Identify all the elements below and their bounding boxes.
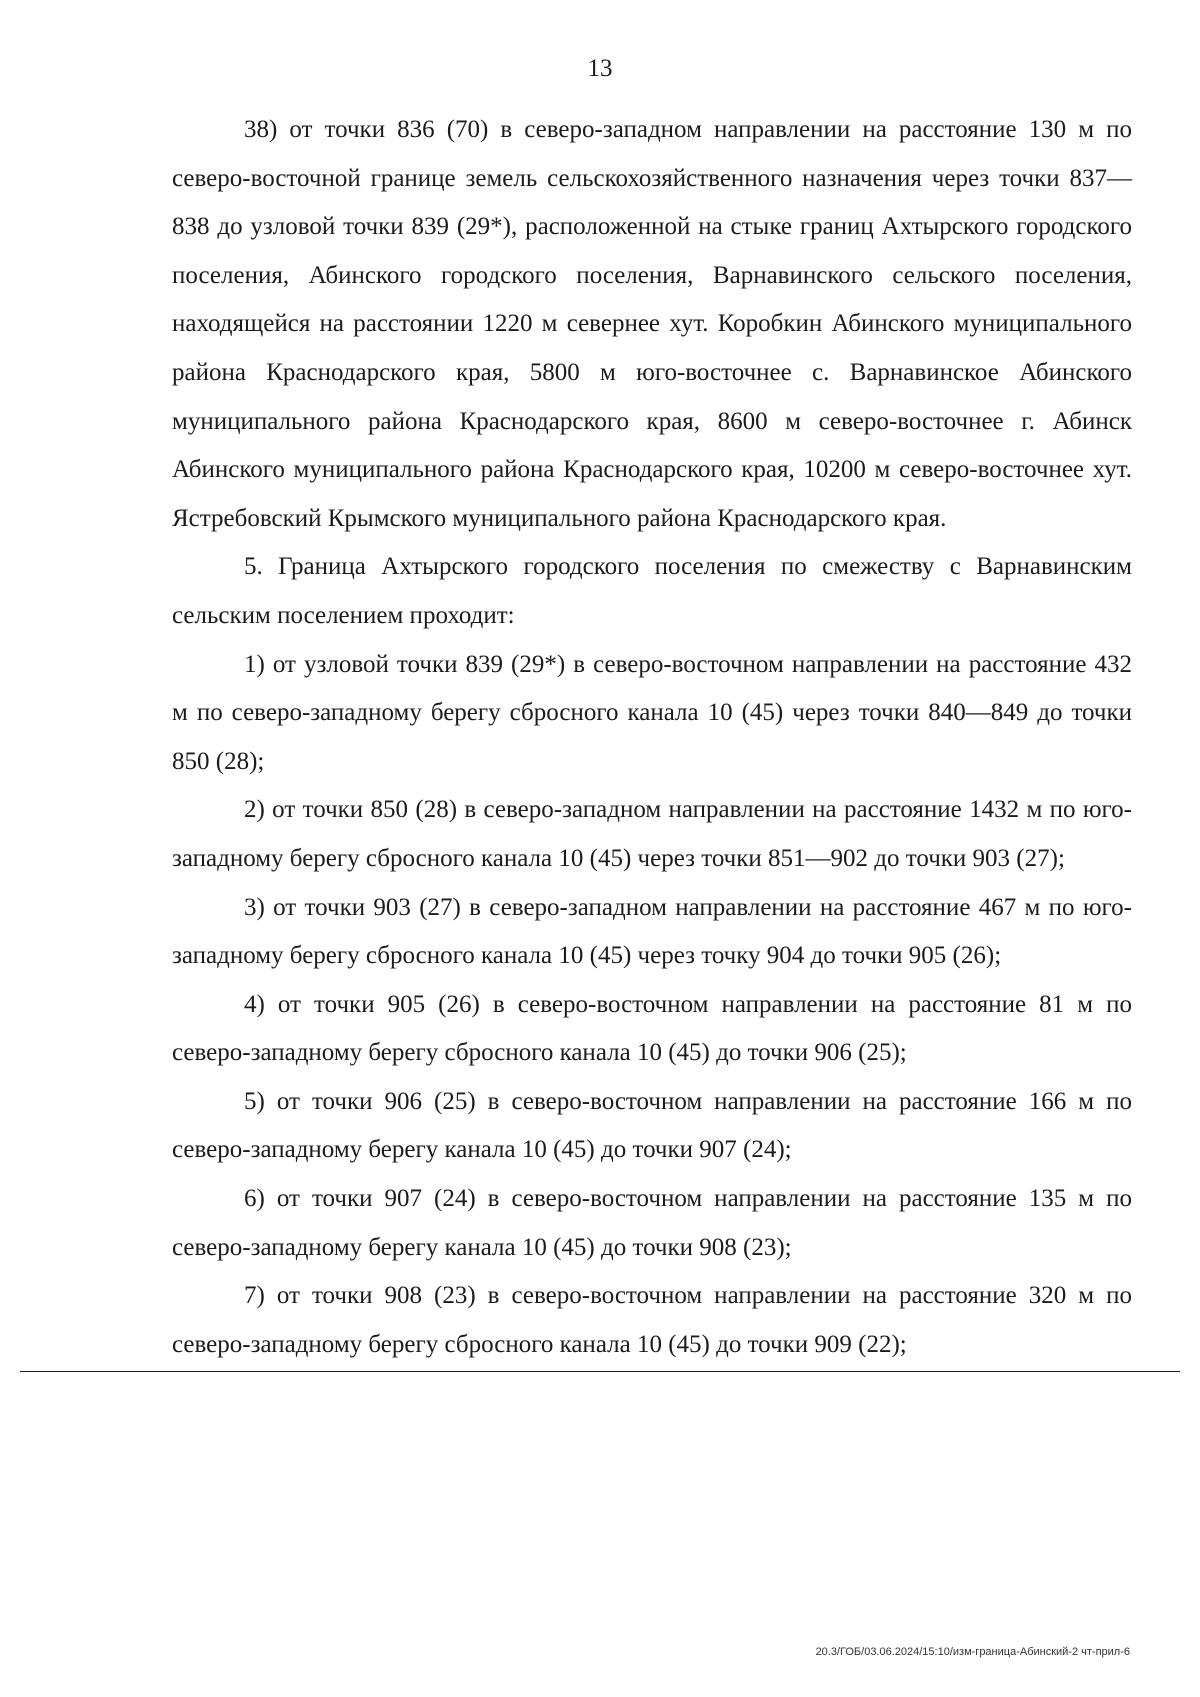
- paragraph-item-4: 4) от точки 905 (26) в северо-восточном направлении на расстояние 81 м по северо-западному берегу сбросного канала 10 (45) до точки 906 (25);: [172, 990, 1132, 1067]
- paragraph-item-6: 6) от точки 907 (24) в северо-восточном направлении на расстояние 135 м по северо-западному берегу канала 10 (45) до точки 908 (23);: [172, 1185, 1132, 1261]
- scan-strike-line: [20, 1371, 1180, 1372]
- paragraph-item-2: 2) от точки 850 (28) в северо-западном направлении на расстояние 1432 м по юго-западному берегу сбросного канала 10 (45) через точки 851—902 до точки 903 (27);: [172, 796, 1132, 872]
- section-5-heading: 5. Граница Ахтырского городского поселения по смежеству с Варнавинским сельским поселением проходит:: [172, 553, 1132, 629]
- paragraph-item-1: 1) от узловой точки 839 (29*) в северо-восточном направлении на расстояние 432 м по северо-западному берегу сбросного канала 10 (45) через точки 840—849 до точки 850 (28);: [172, 650, 1132, 775]
- document-footer-code: 20.3/ГОБ/03.06.2024/15:10/изм-граница-Абинский-2 чт-прил-6: [815, 1646, 1130, 1658]
- page-number: 13: [587, 55, 613, 82]
- paragraph-item-3: 3) от точки 903 (27) в северо-западном направлении на расстояние 467 м по юго-западному берегу сбросного канала 10 (45) через точку 904 до точки 905 (26);: [172, 893, 1132, 970]
- paragraph-item-38: 38) от точки 836 (70) в северо-западном направлении на расстояние 130 м по северо-восточной границе земель сельскохозяйственного назначения через точки 837—838 до узловой точки 839 (29*), расположенной на стыке границ Ахтырского городского поселения, Абинского городского поселения, Варнавинского сельского поселения, находящейся на расстоянии 1220 м севернее хут. Коробкин Абинского муниципального района Краснодарского края, 5800 м юго-восточнее с. Варнавинское Абинского муниципального района Краснодарского края, 8600 м северо-восточнее г. Абинск Абинского муниципального района Краснодарского края, 10200 м северо-восточнее хут. Ястребовский Крымского муниципального района Краснодарского края.: [172, 116, 1132, 532]
- paragraph-item-7: 7) от точки 908 (23) в северо-восточном направлении на расстояние 320 м по северо-западному берегу сбросного канала 10 (45) до точки 909 (22);: [172, 1282, 1132, 1358]
- paragraph-item-5: 5) от точки 906 (25) в северо-восточном направлении на расстояние 166 м по северо-западному берегу канала 10 (45) до точки 907 (24);: [172, 1087, 1132, 1164]
- document-body: [172, 106, 1132, 1369]
